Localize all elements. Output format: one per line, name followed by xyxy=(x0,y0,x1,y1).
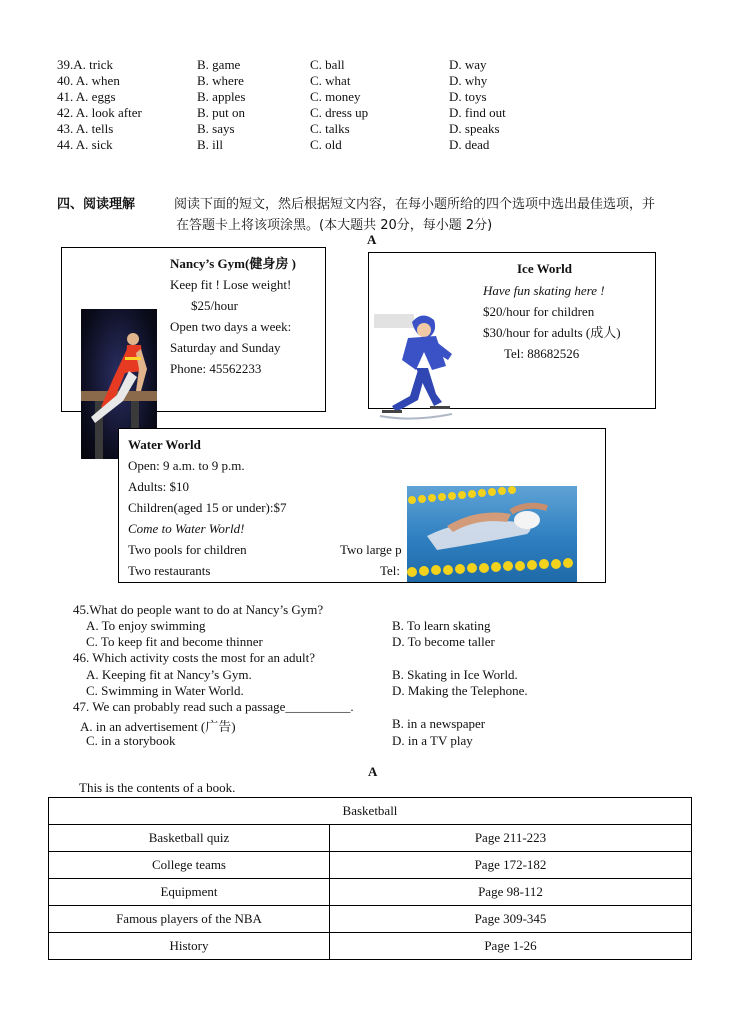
table-header-row xyxy=(49,798,692,825)
option-d: D. toys xyxy=(449,89,487,104)
contents-table xyxy=(48,797,692,960)
question-45-option-c: C. To keep fit and become thinner xyxy=(86,634,263,649)
question-46-option-b: B. Skating in Ice World. xyxy=(392,667,518,682)
option-c: C. money xyxy=(310,89,361,104)
option-b: B. where xyxy=(197,73,244,88)
option-d: D. speaks xyxy=(449,121,500,136)
topic-cell: History xyxy=(49,933,330,960)
question-47-stem: 47. We can probably read such a passage__________. xyxy=(73,699,354,714)
option-a: 40. A. when xyxy=(57,73,120,88)
topic-cell: Famous players of the NBA xyxy=(49,906,330,933)
nancys-gym-phone: Phone: 45562233 xyxy=(170,361,262,376)
nancys-gym-open: Open two days a week: xyxy=(170,319,292,334)
option-b: B. says xyxy=(197,121,235,136)
question-46-stem: 46. Which activity costs the most for an adult? xyxy=(73,650,316,665)
pages-cell: Page 172-182 xyxy=(330,852,692,879)
skater-illustration xyxy=(372,310,460,428)
question-46-option-a: A. Keeping fit at Nancy’s Gym. xyxy=(86,667,252,682)
option-a: 39.A. trick xyxy=(57,57,113,72)
option-b: B. put on xyxy=(197,105,246,120)
ice-world-tel: Tel: 88682526 xyxy=(504,346,580,361)
question-45-option-d: D. To become taller xyxy=(392,634,495,649)
passage-b-label: A xyxy=(368,764,378,779)
skater-icon xyxy=(372,310,460,428)
section-heading: 四、阅读理解 xyxy=(57,197,136,212)
question-45-stem: 45.What do people want to do at Nancy’s Gym? xyxy=(73,602,324,617)
pages-cell: Page 309-345 xyxy=(330,906,692,933)
instruction-line-1: 阅读下面的短文，然后根据短文内容，在每小题所给的四个选项中选出最佳选项，并 xyxy=(174,197,656,212)
option-c: C. talks xyxy=(310,121,350,136)
table-title: Basketball xyxy=(49,798,692,825)
table-row xyxy=(49,852,692,879)
swimmer-photo xyxy=(407,486,577,582)
topic-cell: Equipment xyxy=(49,879,330,906)
option-a: 42. A. look after xyxy=(57,105,142,120)
option-d: D. way xyxy=(449,57,487,72)
nancys-gym-title: Nancy’s Gym(健身房 ) xyxy=(170,256,296,271)
water-world-pools-children: Two pools for children xyxy=(128,542,247,557)
question-46-option-d: D. Making the Telephone. xyxy=(392,683,528,698)
question-45-option-b: B. To learn skating xyxy=(392,618,491,633)
pages-cell: Page 211-223 xyxy=(330,825,692,852)
option-c: C. dress up xyxy=(310,105,369,120)
option-a: 41. A. eggs xyxy=(57,89,116,104)
nancys-gym-slogan: Keep fit ! Lose weight! xyxy=(170,277,292,292)
water-world-title: Water World xyxy=(128,437,201,452)
water-world-restaurants: Two restaurants xyxy=(128,563,211,578)
option-b: B. apples xyxy=(197,89,246,104)
option-a: 44. A. sick xyxy=(57,137,113,152)
pages-cell: Page 1-26 xyxy=(330,933,692,960)
option-c: C. old xyxy=(310,137,342,152)
water-world-adults: Adults: $10 xyxy=(128,479,190,494)
question-47-option-a: A. in an advertisement (广告) xyxy=(80,719,236,734)
pages-cell: Page 98-112 xyxy=(330,879,692,906)
option-c: C. what xyxy=(310,73,351,88)
question-47-option-b: B. in a newspaper xyxy=(392,716,486,731)
question-45-option-a: A. To enjoy swimming xyxy=(86,618,206,633)
table-row xyxy=(49,906,692,933)
option-d: D. find out xyxy=(449,105,506,120)
nancys-gym-price: $25/hour xyxy=(191,298,238,313)
option-b: B. game xyxy=(197,57,241,72)
passage-label: A xyxy=(367,232,377,247)
table-row xyxy=(49,879,692,906)
topic-cell: College teams xyxy=(49,852,330,879)
question-46-option-c: C. Swimming in Water World. xyxy=(86,683,244,698)
ice-world-slogan: Have fun skating here ! xyxy=(483,283,605,298)
option-d: D. why xyxy=(449,73,488,88)
ice-world-adults-price: $30/hour for adults (成人) xyxy=(483,325,621,340)
water-world-open: Open: 9 a.m. to 9 p.m. xyxy=(128,458,245,473)
option-d: D. dead xyxy=(449,137,490,152)
instruction-line-2: 在答题卡上将该项涂黑。(本大题共 20分，每小题 2分) xyxy=(176,218,493,233)
water-world-tel: Tel: xyxy=(380,563,401,578)
water-world-children: Children(aged 15 or under):$7 xyxy=(128,500,287,515)
option-b: B. ill xyxy=(197,137,224,152)
option-c: C. ball xyxy=(310,57,345,72)
water-world-pools-large: Two large p xyxy=(340,542,402,557)
water-world-slogan: Come to Water World! xyxy=(128,521,245,536)
ice-world-title: Ice World xyxy=(517,261,573,276)
topic-cell: Basketball quiz xyxy=(49,825,330,852)
swimmer-icon xyxy=(407,486,577,582)
ice-world-children-price: $20/hour for children xyxy=(483,304,595,319)
nancys-gym-days: Saturday and Sunday xyxy=(170,340,281,355)
table-row xyxy=(49,933,692,960)
passage-b-intro: This is the contents of a book. xyxy=(79,780,236,795)
option-a: 43. A. tells xyxy=(57,121,114,136)
table-row xyxy=(49,825,692,852)
question-47-option-c: C. in a storybook xyxy=(86,733,176,748)
question-47-option-d: D. in a TV play xyxy=(392,733,473,748)
